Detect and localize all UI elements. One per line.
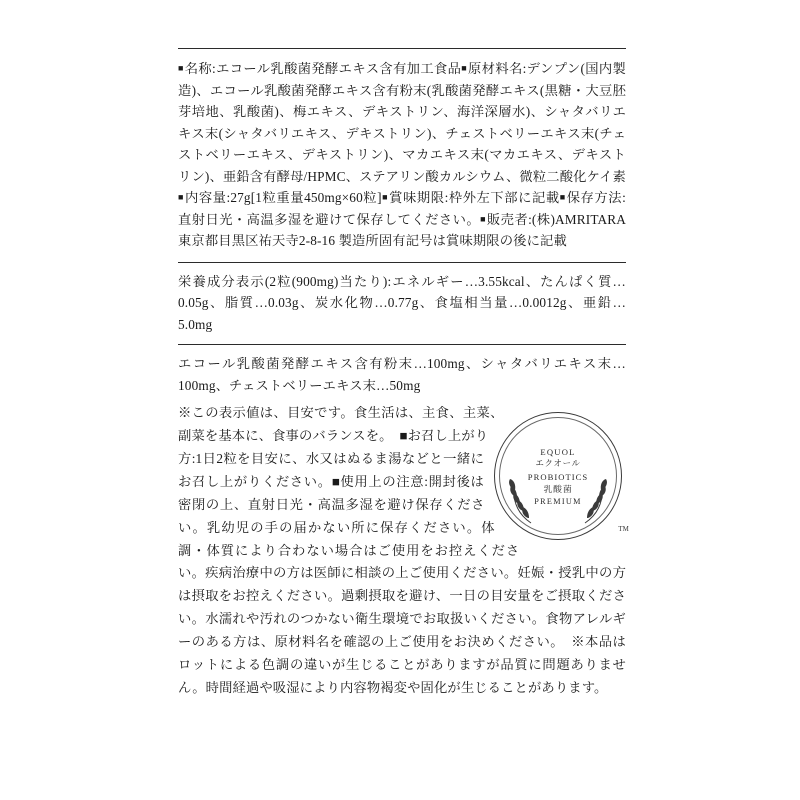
distributor: 販売者:(株)AMRITARA 東京都目黒区祐天寺2-8-16 製造所固有記号は賞味期限の後に記載 bbox=[178, 211, 626, 249]
bullet-marker: ■ bbox=[461, 63, 469, 73]
ingredient-name: 名称:エコール乳酸菌発酵エキス含有加工食品 bbox=[184, 61, 462, 76]
best-before: 賞味期限:枠外左下部に記載 bbox=[389, 190, 560, 206]
seal-line-equol-ja: エクオール bbox=[535, 458, 581, 468]
label-content bbox=[178, 48, 629, 700]
bullet-marker: ■ bbox=[381, 192, 390, 203]
trademark-mark: TM bbox=[618, 525, 629, 534]
bullet-marker: ■ bbox=[178, 192, 185, 203]
storage-method: 保存方法:直射日光・高温多湿を避けて保存してください。 bbox=[178, 190, 626, 227]
seal-line-equol: EQUOL bbox=[540, 446, 576, 457]
seal-line-probiotics: PROBIOTICS bbox=[527, 471, 589, 482]
seal-line-lactobacillus-ja: 乳酸菌 bbox=[543, 484, 573, 495]
seal-badge bbox=[494, 412, 629, 540]
seal-text bbox=[495, 446, 621, 507]
bullet-marker: ■ bbox=[480, 213, 487, 224]
nutrition-facts-block bbox=[178, 263, 626, 346]
usage-notes-text: ※この表示値は、目安です。食生活は、主食、主菜、副菜を基本に、食事のバランスを。 ■お召し上がり方:1日2粒を目安に、水又はぬるま湯などと一緒にお召し上がりください。■使用上の注意:開封後は密閉の上、直射日光・高温多湿を避け保存ください。乳幼児の手の届かない所に保存ください。体調・体質により合わない場合はご使用をお控えください。疾病治療中の方は医師に相談の上ご使用ください。妊娠・授乳中の方は摂取をお控えください。過剰摂取を避け、一日の目安量をご摂取ください。水濡れや汚れのつかない衛生環境でお取扱いください。食物アレルギーのある方は、原材料名を確認の上ご使用をお決めください。 ※本品はロットによる色調の違いが生じることがありますが品質に問題ありません。時間経過や吸湿により内容物褐変や固化が生じることがあります。 bbox=[178, 405, 626, 695]
ingredient-list: 原材料名:デンプン(国内製造)、エコール乳酸菌発酵エキス含有粉末(乳酸菌発酵エキス(黒糖・大豆胚芽培地、乳酸菌)、梅エキス、デキストリン、海洋深層水)、シャタバリエキス末(シャタバリエキス、デキストリン)、チェストベリーエキス末(チェストベリーエキス、デキストリン)、マカエキス末(マカエキス、デキストリン)、亜鉛含有酵母/HPMC、ステアリン酸カルシウム、微粒二酸化ケイ素 bbox=[178, 61, 626, 184]
functional-amounts-text: エコール乳酸菌発酵エキス含有粉末…100mg、シャタバリエキス末…100mg、チェストベリーエキス末…50mg bbox=[178, 356, 626, 393]
bullet-marker: ■ bbox=[559, 192, 567, 203]
net-content: 内容量:27g[1粒重量450mg×60粒] bbox=[184, 190, 382, 206]
seal-line-premium: PREMIUM bbox=[534, 496, 582, 506]
usage-notes-block bbox=[178, 398, 629, 699]
equol-seal bbox=[494, 412, 629, 544]
ingredient-text: ■ bbox=[178, 63, 185, 73]
functional-amounts-block bbox=[178, 345, 626, 398]
ingredient-block bbox=[178, 48, 626, 263]
nutrition-facts-text: 栄養成分表示(2粒(900mg)当たり):エネルギー…3.55kcal、たんぱく質…0.05g、脂質…0.03g、炭水化物…0.77g、食塩相当量…0.0012g、亜鉛…5.0mg bbox=[178, 273, 626, 332]
